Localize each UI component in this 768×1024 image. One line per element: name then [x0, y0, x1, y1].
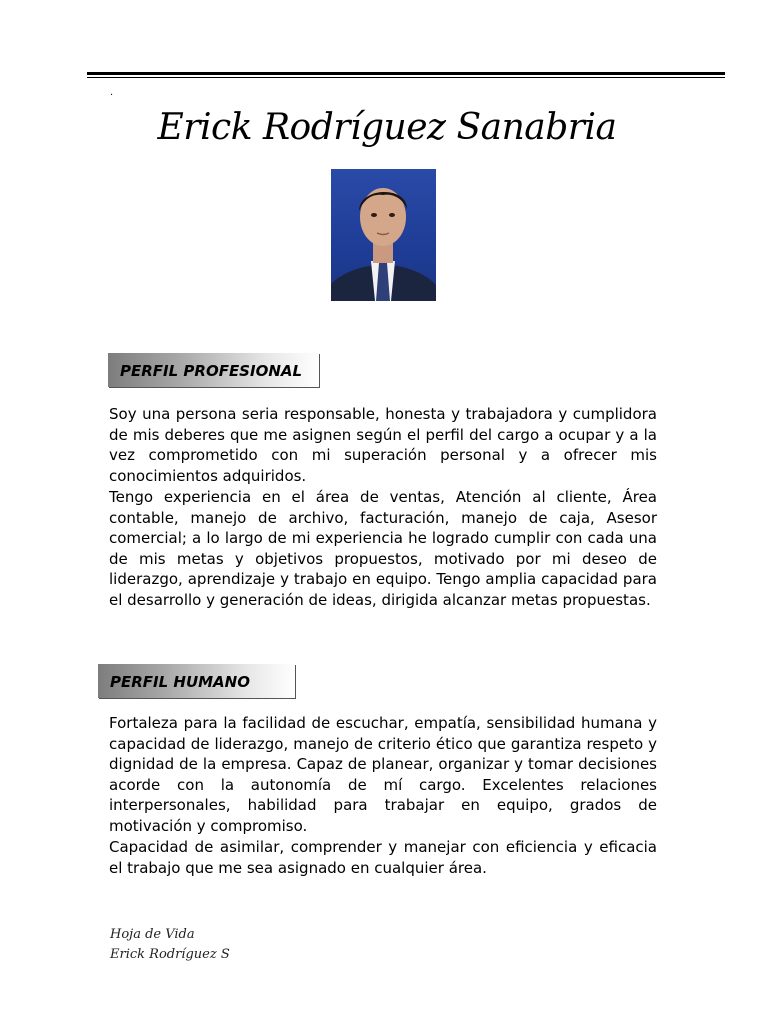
perfil-humano-paragraph-2: Capacidad de asimilar, comprender y manejar con eficiencia y eficacia el trabajo que me sea asignado en cualquier área. — [109, 838, 657, 877]
section-title-perfil-profesional: PERFIL PROFESIONAL — [120, 362, 303, 380]
section-title-perfil-humano: PERFIL HUMANO — [110, 673, 250, 691]
section-header-perfil-profesional — [108, 353, 319, 387]
top-rule-thick-line — [87, 72, 725, 75]
profile-photo-illustration — [331, 169, 436, 301]
perfil-profesional-paragraph-2: Tengo experiencia en el área de ventas, Atención al cliente, Área contable, manejo de archivo, facturación, manejo de caja, Asesor comercial; a lo largo de mi experiencia he logrado cumplir con cada una de mis metas y objetivos propuestos, motivado por mi deseo de liderazgo, aprendizaje y trabajo en equipo. Tengo amplia capacidad para el desarrollo y generación de ideas, dirigida alcanzar metas propuestas. — [109, 488, 657, 609]
top-rule-thin-line — [87, 77, 725, 78]
section-header-perfil-humano — [98, 664, 295, 698]
perfil-humano-paragraph-1: Fortaleza para la facilidad de escuchar, empatía, sensibilidad humana y capacidad de liderazgo, manejo de criterio ético que garantiza respeto y dignidad de la empresa. Capaz de planear, organizar y tomar decisiones acorde con la autonomía de mí cargo. Excelentes relaciones interpersonales, habilidad para trabajar en equipo, grados de motivación y compromiso. — [109, 714, 657, 835]
perfil-profesional-paragraph-1: Soy una persona seria responsable, honesta y trabajadora y cumplidora de mis deberes que me asignen según el perfil del cargo a ocupar y a la vez comprometido con mi superación personal y a ofrecer mis conocimientos adquiridos. — [109, 405, 657, 485]
page-title-name: Erick Rodríguez Sanabria — [157, 107, 617, 148]
footer-author-name: Erick Rodríguez S — [110, 947, 230, 962]
stray-dot: . — [110, 87, 114, 98]
profile-photo — [331, 169, 436, 301]
footer-document-type: Hoja de Vida — [110, 927, 195, 942]
top-horizontal-rule — [87, 72, 725, 78]
